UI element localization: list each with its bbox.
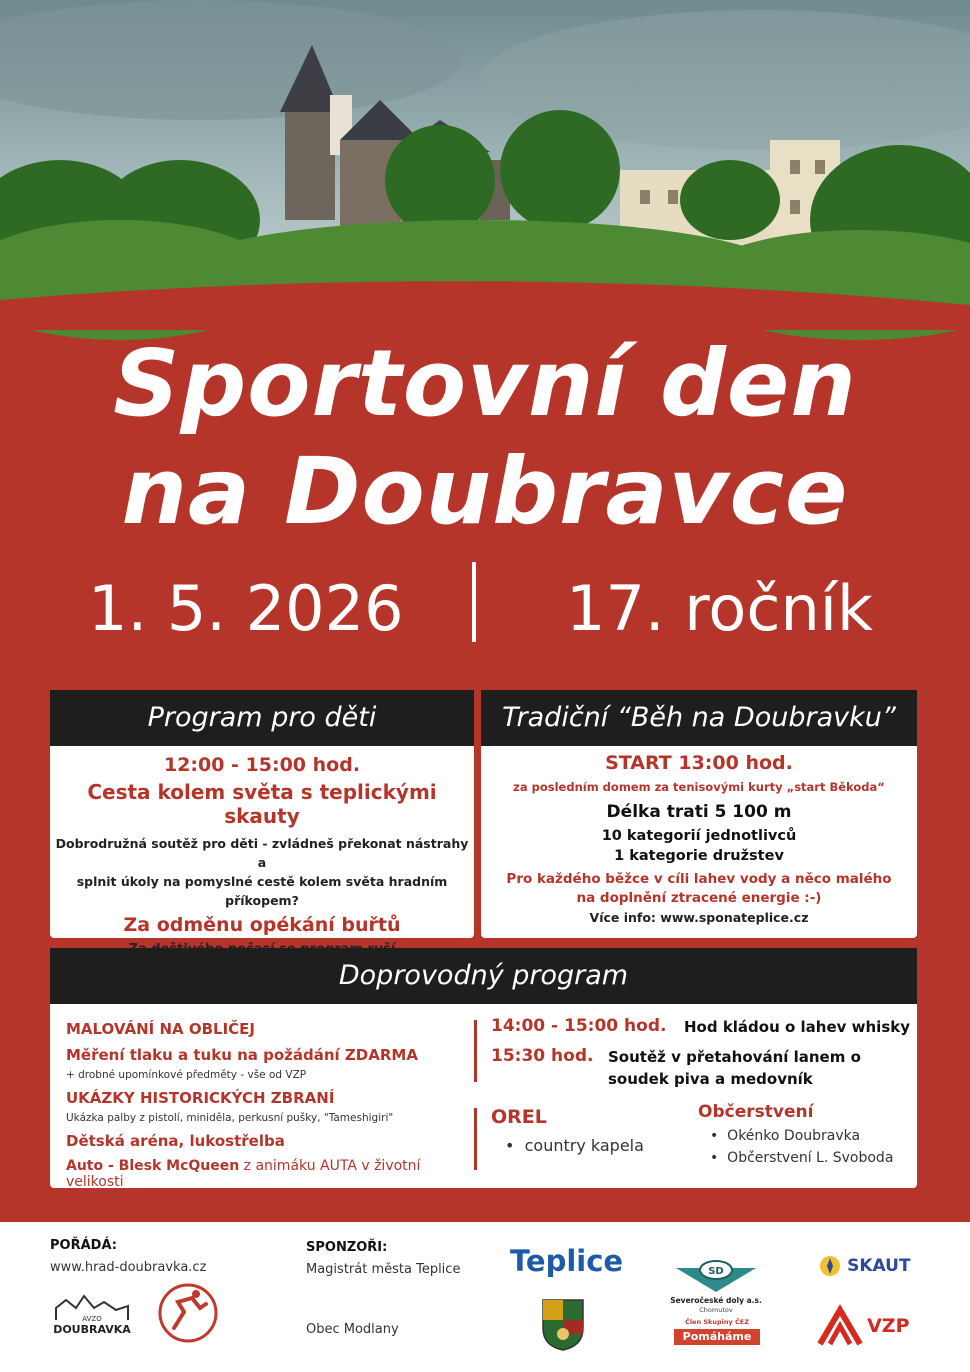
kids-program-panel xyxy=(50,690,474,938)
timed-desc: Hod kládou o lahev whisky xyxy=(684,1018,911,1036)
list-item-note: + drobné upomínkové předměty - vše od VZP xyxy=(66,1069,307,1081)
refreshment-item: • Okénko Doubravka xyxy=(710,1128,861,1144)
kids-program-heading: Program pro děti xyxy=(50,690,474,746)
skaut-logo xyxy=(818,1254,911,1278)
list-item-auto xyxy=(66,1158,466,1190)
edition: 17. ročník xyxy=(566,572,873,645)
avzo-doubravka-logo xyxy=(50,1286,134,1342)
footer xyxy=(0,1222,970,1372)
run-heading: Tradiční “Běh na Doubravku” xyxy=(481,690,917,746)
date-edition-line xyxy=(0,572,970,652)
list-item: UKÁZKY HISTORICKÝCH ZBRANÍ xyxy=(66,1089,335,1107)
run-panel xyxy=(481,690,917,938)
refreshment-item-text: Okénko Doubravka xyxy=(727,1128,861,1144)
organizer-label: POŘÁDÁ: xyxy=(50,1238,117,1253)
sd-city: Chomutov xyxy=(699,1306,733,1314)
list-item: MALOVÁNÍ NA OBLIČEJ xyxy=(66,1020,256,1038)
refreshment-item-text: Občerstvení L. Svoboda xyxy=(727,1150,894,1166)
list-item: Měření tlaku a tuku na požádání ZDARMA xyxy=(66,1046,418,1064)
page-title-line-1: Sportovní den xyxy=(113,330,857,437)
page-title-line-2: na Doubravce xyxy=(121,438,849,545)
vzp-text: VZP xyxy=(867,1315,910,1337)
run-categories xyxy=(481,826,917,866)
avzo-small-text: AVZO xyxy=(82,1315,102,1323)
run-category-individual: 10 kategorií jednotlivců xyxy=(601,828,797,844)
castle-photo xyxy=(0,0,970,330)
avzo-text: DOUBRAVKA xyxy=(53,1323,131,1336)
run-length: Délka trati 5 100 m xyxy=(606,802,792,822)
kids-description xyxy=(50,834,474,910)
run-info-link[interactable]: Více info: www.sponateplice.cz xyxy=(589,910,809,925)
run-prize-1: Pro každého běžce v cíli lahev vody a něco malého xyxy=(506,871,892,887)
timed-time: 15:30 hod. xyxy=(491,1046,594,1066)
divider xyxy=(474,1020,477,1082)
event-date: 1. 5. 2026 xyxy=(88,572,404,645)
run-prize-2: na doplnění ztracené energie :-) xyxy=(576,890,822,906)
run-start: START 13:00 hod. xyxy=(605,752,793,774)
sd-name: Severočeské doly a.s. xyxy=(670,1296,762,1305)
timed-desc: Soutěž v přetahování lanem o soudek piva a medovník xyxy=(608,1048,861,1088)
kids-description-1: Dobrodružná soutěž pro děti - zvládneš překonat nástrahy a xyxy=(55,836,469,870)
skaut-lily-icon xyxy=(818,1254,842,1278)
kids-event-name: Cesta kolem světa s teplickými skauty xyxy=(87,780,437,828)
sponsors-label: SPONZOŘI: xyxy=(306,1240,388,1255)
timed-time: 14:00 - 15:00 hod. xyxy=(491,1016,667,1036)
sponsor-teplice: Magistrát města Teplice xyxy=(306,1262,461,1277)
sd-help-badge: Pomáháme xyxy=(674,1329,760,1345)
kids-time: 12:00 - 15:00 hod. xyxy=(163,754,361,776)
kids-description-2: splnit úkoly na pomyslné cestě kolem světa hradním příkopem? xyxy=(76,874,448,908)
refreshment-item: • Občerstvení L. Svoboda xyxy=(710,1150,894,1166)
orel-item-text: country kapela xyxy=(524,1136,644,1155)
kids-reward: Za odměnu opékání buřtů xyxy=(123,914,401,936)
skaut-text: SKAUT xyxy=(847,1256,911,1276)
running-club-logo xyxy=(152,1282,224,1344)
teplice-logo: Teplice xyxy=(510,1244,624,1278)
list-item-note: Ukázka palby z pistolí, miniděla, perkusní pušky, "Tameshigiri" xyxy=(66,1112,394,1124)
sd-mark-text: SD xyxy=(708,1266,724,1277)
divider xyxy=(474,1108,477,1170)
vzp-logo xyxy=(818,1306,910,1346)
severoceske-doly-logo xyxy=(672,1260,760,1294)
auto-bold: Auto - Blesk McQueen xyxy=(66,1158,240,1174)
refreshments-heading: Občerstvení xyxy=(698,1102,814,1122)
auto-rest: z animáku AUTA v životní velikosti xyxy=(66,1158,421,1190)
run-prize xyxy=(481,870,917,908)
sd-group: Člen Skupiny ČEZ xyxy=(685,1318,749,1326)
vzp-mark-icon xyxy=(818,1306,862,1346)
orel-heading: OREL xyxy=(491,1106,547,1128)
accompanying-program-panel xyxy=(50,948,917,1188)
divider xyxy=(472,562,476,642)
modlany-coat-of-arms-icon xyxy=(541,1298,585,1352)
list-item: Dětská aréna, lukostřelba xyxy=(66,1132,285,1150)
organizer-web[interactable]: www.hrad-doubravka.cz xyxy=(50,1260,207,1275)
accompanying-heading: Doprovodný program xyxy=(50,948,917,1004)
run-location: za posledním domem za tenisovými kurty „start Běkoda“ xyxy=(513,780,885,794)
sponsor-modlany: Obec Modlany xyxy=(306,1322,399,1337)
castle-illustration xyxy=(0,0,970,330)
accompanying-list xyxy=(66,1014,466,1190)
run-category-teams: 1 kategorie družstev xyxy=(614,848,784,864)
orel-item: • country kapela xyxy=(505,1136,644,1155)
